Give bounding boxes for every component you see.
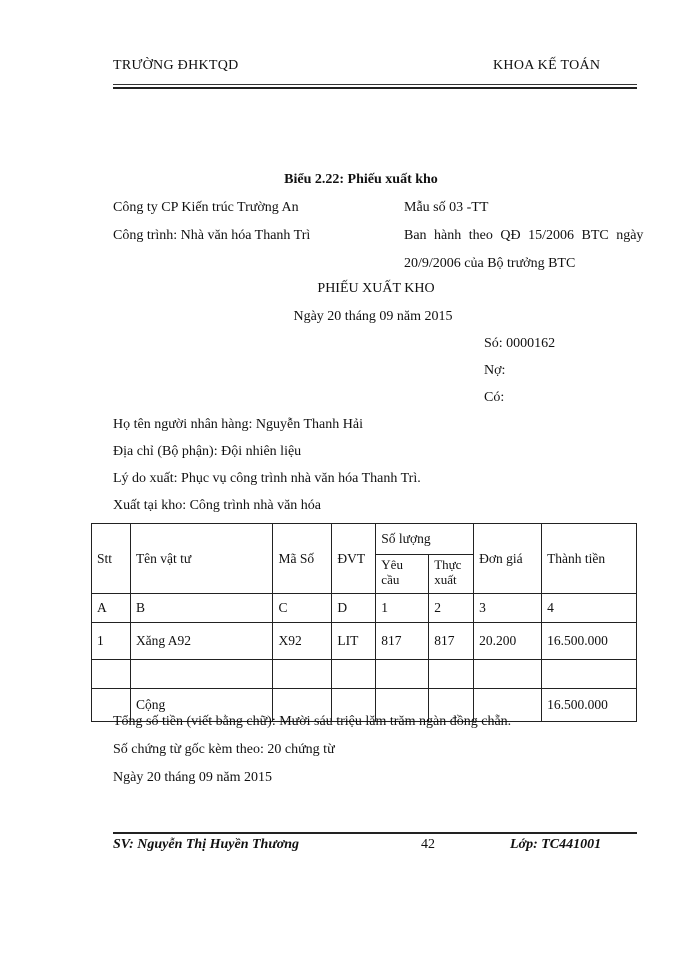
total-amount: 16.500.000 — [542, 689, 637, 722]
faculty-header: KHOA KẾ TOÁN — [493, 58, 601, 73]
letter-cell: D — [332, 594, 376, 623]
regulation-line-2: 20/9/2006 của Bộ trưởng BTC — [404, 256, 576, 271]
col-header-price: Đơn giá — [474, 524, 542, 594]
cell-stt: 1 — [92, 623, 131, 660]
table-header-row — [92, 524, 637, 555]
col-header-amount: Thành tiền — [542, 524, 637, 594]
page-number: 42 — [421, 837, 435, 852]
cell-code: X92 — [273, 623, 332, 660]
receiver-name: Họ tên người nhân hàng: Nguyễn Thanh Hải — [113, 417, 363, 432]
page-title: PHIẾU XUẤT KHO — [317, 281, 435, 296]
cell-unit: LIT — [332, 623, 376, 660]
cell-requested: 817 — [376, 623, 429, 660]
header-rule-bottom — [113, 87, 637, 89]
col-header-code: Mã Số — [273, 524, 332, 594]
goods-table — [91, 523, 637, 722]
letter-cell: 3 — [474, 594, 542, 623]
letter-cell: A — [92, 594, 131, 623]
col-header-quantity: Số lượng — [376, 524, 474, 555]
credit-account: Có: — [484, 390, 505, 405]
letter-cell: B — [130, 594, 273, 623]
issue-reason: Lý do xuất: Phục vụ công trình nhà văn hóa Thanh Trì. — [113, 471, 421, 486]
cell-name: Xăng A92 — [130, 623, 273, 660]
school-header: TRƯỜNG ĐHKTQD — [113, 58, 239, 73]
table-letter-row — [92, 594, 637, 623]
col-header-requested: Yêu cầu — [376, 555, 429, 594]
debit-account: Nợ: — [484, 363, 506, 378]
cell-amount: 16.500.000 — [542, 623, 637, 660]
col-header-unit: ĐVT — [332, 524, 376, 594]
letter-cell: 2 — [429, 594, 474, 623]
footer-rule — [113, 832, 637, 834]
issue-date: Ngày 20 tháng 09 năm 2015 — [293, 309, 453, 324]
letter-cell: C — [273, 594, 332, 623]
company-name: Công ty CP Kiến trúc Trường An — [113, 200, 299, 215]
figure-caption: Biểu 2.22: Phiếu xuất kho — [284, 172, 438, 187]
project-name: Công trình: Nhà văn hóa Thanh Trì — [113, 228, 311, 243]
attached-documents: Số chứng từ gốc kèm theo: 20 chứng từ — [113, 742, 335, 757]
voucher-number: Só: 0000162 — [484, 336, 556, 351]
receiver-address: Địa chỉ (Bộ phận): Đội nhiên liệu — [113, 444, 302, 459]
letter-cell: 1 — [376, 594, 429, 623]
form-code: Mẫu số 03 -TT — [404, 200, 489, 215]
letter-cell: 4 — [542, 594, 637, 623]
class-code: Lớp: TC441001 — [510, 837, 602, 852]
col-header-actual: Thực xuất — [429, 555, 474, 594]
header-rule-top — [113, 84, 637, 85]
total-in-words: Tổng số tiền (viết bằng chữ): Mười sáu triệu lăm trăm ngàn đồng chẵn. — [113, 714, 512, 729]
total-label: Cộng — [130, 689, 273, 722]
student-name: SV: Nguyễn Thị Huyền Thương — [113, 837, 299, 852]
table-empty-row — [92, 660, 637, 689]
col-header-stt: Stt — [92, 524, 131, 594]
signature-date: Ngày 20 tháng 09 năm 2015 — [113, 770, 273, 785]
regulation-line-1: Ban hành theo QĐ 15/2006 BTC ngày — [404, 228, 644, 243]
warehouse-location: Xuất tại kho: Công trình nhà văn hóa — [113, 498, 322, 513]
col-header-name: Tên vật tư — [130, 524, 273, 594]
table-row — [92, 623, 637, 660]
cell-price: 20.200 — [474, 623, 542, 660]
cell-actual: 817 — [429, 623, 474, 660]
